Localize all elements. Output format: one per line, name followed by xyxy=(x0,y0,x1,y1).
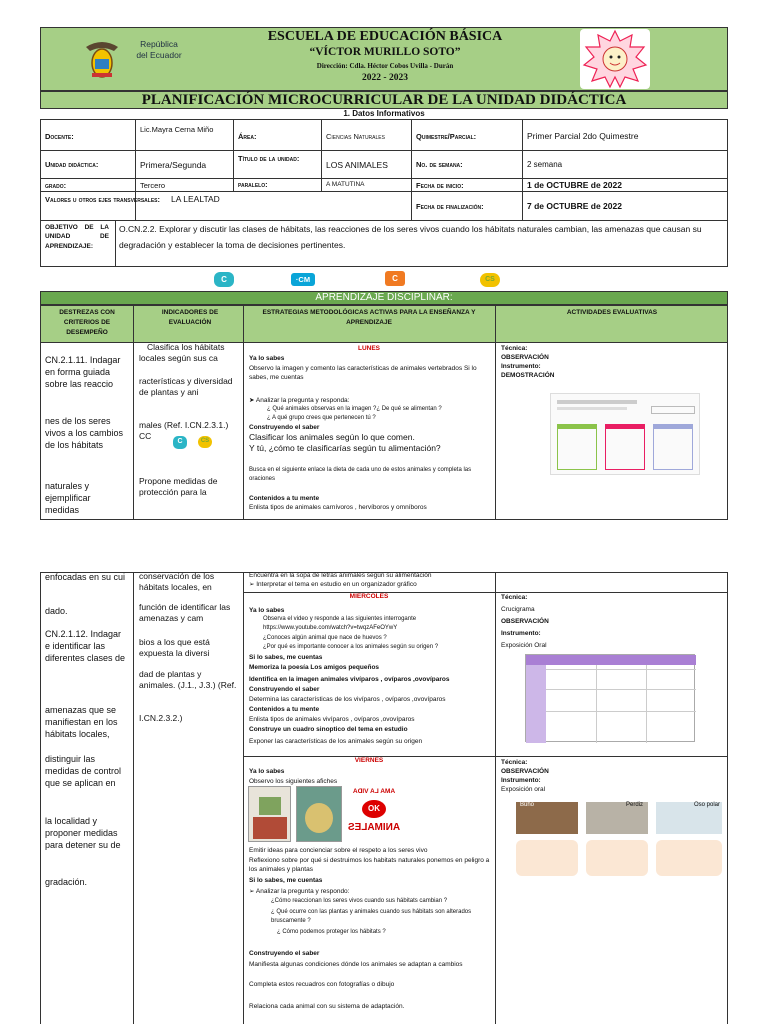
act3-instrumento-label: Instrumento: xyxy=(501,777,541,784)
indicador-1a: Clasifica los hábitats locales según sus ca xyxy=(139,342,225,364)
school-name: “VÍCTOR MURILLO SOTO” xyxy=(309,46,461,58)
owl-label: Búho xyxy=(520,802,535,808)
mier-m3[interactable]: https://www.youtube.com/watch?v=twqzAFeOYwY xyxy=(263,625,398,631)
school-address: Dirección: Cdla. Héctor Cobos Uvilla - Durán xyxy=(316,62,454,70)
vier-v2: Observo los siguientes afiches xyxy=(249,778,338,785)
act1-instrumento-label: Instrumento: xyxy=(501,363,541,370)
lunes-l7: Clasificar los animales según lo que comen. xyxy=(249,432,415,442)
lunes-l4: ¿ Qué animales observas en la imagen ?¿ De qué se alimentan ? xyxy=(267,406,442,412)
semana-value: 2 semana xyxy=(527,160,563,169)
mier-m2: Observa el video y responde a las siguientes interrogante xyxy=(263,616,417,622)
act2-tecnica-label: Técnica: xyxy=(501,594,528,601)
act3-instrumento: Exposición oral xyxy=(501,786,546,793)
act2-tecnica: Crucigrama xyxy=(501,606,535,613)
header-actividades: ACTIVIDADES EVALUATIVAS xyxy=(566,309,658,316)
vier-v8: ¿ Qué ocurre con las plantas y animales cuando sus hábitats son alterados bruscamente ? xyxy=(271,909,472,924)
indicador-1c: males (Ref. I.CN.2.3.1.) CC xyxy=(139,420,229,442)
quimestre-value: Primer Parcial 2do Quimestre xyxy=(527,131,639,141)
indicador-2e: I.CN.2.3.2.) xyxy=(139,713,183,723)
lunes-l10: Contenidos a tu mente xyxy=(249,495,320,502)
grado-label: grado: xyxy=(45,181,67,190)
school-year: 2022 - 2023 xyxy=(362,73,408,83)
vier-v5: Si lo sabes, me cuentas xyxy=(249,877,323,884)
adaptation-image xyxy=(514,802,726,882)
worksheet-image xyxy=(550,393,700,475)
c-icon: C xyxy=(214,272,234,287)
vier-v7: ¿Cómo reaccionan los seres vivos cuando sus hábitats cambian ? xyxy=(271,898,448,904)
header-indicadores: INDICADORES DE EVALUACIÓN xyxy=(161,309,219,326)
header-estrategias: ESTRATEGIAS METODOLÓGICAS ACTIVAS PARA LA ENSEÑANZA Y APRENDIZAJE xyxy=(262,309,476,326)
inicio-value: 1 de OCTUBRE de 2022 xyxy=(527,180,622,190)
chart-sinoptico-image xyxy=(525,654,695,742)
destreza-2e: distinguir las medidas de control que se aplican en xyxy=(45,754,122,789)
lunes-l9: Busca en el siguiente enlace la dieta de cada uno de estos animales y completa las oraciones xyxy=(249,467,472,482)
vier-v4: Reflexiono sobre por qué si destruimos los habitats naturales ponemos en peligro a los animales y plantas xyxy=(249,857,490,874)
mier-m10: Determina las características de los vivíparos , ovíparos ,ovovíparos xyxy=(249,696,446,703)
indicador-1b: racterísticas y diversidad de plantas y ani xyxy=(139,376,233,398)
vier-v13: Relaciona cada animal con su sistema de adaptación. xyxy=(249,1003,405,1010)
vier-v3: Emitir ideas para concienciar sobre el respeto a los seres vivo xyxy=(249,847,428,854)
partridge-label: Perdiz xyxy=(626,802,644,808)
vier-v12: Completa estos recuadros con fotografías o dibujo xyxy=(249,981,395,988)
day-miercoles: MIERCOLES xyxy=(349,593,389,600)
unidad-label: Unidad didáctica: xyxy=(45,160,99,169)
indicador-1d: Propone medidas de protección para la xyxy=(139,476,218,498)
act2-instrumento-label: Instrumento: xyxy=(501,630,541,637)
mier-m1: Ya lo sabes xyxy=(249,607,285,614)
paralelo-value: A MATUTINA xyxy=(326,181,365,188)
mier-m14: Exponer las características de los animales según su origen xyxy=(249,738,423,745)
quimestre-label: Quimestre/Parcial: xyxy=(416,132,477,141)
vier-v1: Ya lo sabes xyxy=(249,768,285,775)
docente-label: Docente: xyxy=(45,132,74,141)
destreza-2b: dado. xyxy=(45,606,68,616)
lunes-l5: ¿ A qué grupo crees que pertenecen tú ? xyxy=(267,415,376,421)
act3-tecnica-label: Técnica: xyxy=(501,759,528,766)
aprendizaje-title: APRENDIZAJE DISCIPLINAR: xyxy=(40,291,728,305)
vier-v10: Construyendo el saber xyxy=(249,950,320,957)
grado-value: Tercero xyxy=(140,181,166,190)
polar-bear-label: Oso polar xyxy=(694,802,721,808)
indicador-2c: bios a los que está expuesta la diversi xyxy=(139,637,210,659)
indicador-2b: función de identificar las amenazas y cam xyxy=(139,602,231,624)
destreza-1a: CN.2.1.11. Indagar en forma guiada sobre las reaccio xyxy=(45,355,121,390)
docente-value: Lic.Mayra Cerna Miño xyxy=(140,125,214,134)
area-label: Área: xyxy=(238,132,257,141)
mier-m11: Contenidos a tu mente xyxy=(249,706,320,713)
objetivo-label: OBJETIVO DE LA UNIDAD DE APRENDIZAJE: xyxy=(45,224,109,250)
vier-v9: ¿ Cómo podemos proteger los hábitats ? xyxy=(277,929,386,935)
lunes-l6: Construyendo el saber xyxy=(249,424,320,431)
plan-title: PLANIFICACIÓN MICROCURRICULAR DE LA UNIDAD DIDÁCTICA xyxy=(40,91,728,109)
ok-badge: OK xyxy=(362,800,386,818)
section-datos: 1. Datos Informativos xyxy=(343,109,425,118)
destreza-1b: nes de los seres vivos a los cambios de los hábitats xyxy=(45,416,124,451)
mier-m5: ¿Por qué es importante conocer a los animales según su origen ? xyxy=(263,644,439,650)
mier-m6: Si lo sabes, me cuentas xyxy=(249,654,323,661)
cm-icon: ·CM xyxy=(291,273,315,286)
destreza-1c: naturales y ejemplificar medidas xyxy=(45,481,91,516)
act3-tecnica: OBSERVACIÓN xyxy=(501,768,549,775)
p2-top-a: Encuentra en la sopa de letras animales según su alimentación xyxy=(249,572,432,579)
valores-value: LA LEALTAD xyxy=(171,194,220,204)
destreza-2f: la localidad y proponer medidas para detener su de xyxy=(45,816,121,851)
lunes-l2: Observo la imagen y comento las características de animales vertebrados Si lo sabes, me cuentas xyxy=(249,365,477,382)
lunes-l11: Enlista tipos de animales carnívoros , hervíboros y omníboros xyxy=(249,504,427,511)
c-small-icon: C xyxy=(173,436,187,449)
valores-label: Valores u otros ejes transversales: xyxy=(45,195,161,204)
titulo-value: LOS ANIMALES xyxy=(326,160,388,170)
pc-icon: C xyxy=(385,271,405,286)
indicador-2a: conservación de los hábitats locales, en xyxy=(139,571,215,593)
page-1 xyxy=(40,27,728,519)
paralelo-label: paralelo: xyxy=(238,180,268,189)
vier-v6: ➢ Analizar la pregunta y respondo: xyxy=(249,888,350,895)
p2-top-b: ➢ Interpretar el tema en estudio en un organizador gráfico xyxy=(249,581,417,588)
act1-tecnica: OBSERVACIÓN xyxy=(501,354,549,361)
lunes-l8: Y tú, ¿cómo te clasificarías según tu alimentación? xyxy=(249,443,441,453)
cs-small-icon: CS xyxy=(198,436,212,448)
poster-3-title: ANIMALES xyxy=(347,822,401,833)
indicador-2d: dad de plantas y animales. (J.1., J.3.) (Ref. xyxy=(139,669,237,691)
cs-icon: CS xyxy=(480,273,500,287)
country-name: República del Ecuador xyxy=(136,39,182,60)
lunes-l3: ➤ Analizar la pregunta y responda: xyxy=(249,397,350,404)
mier-m4: ¿Conoces algún animal que nace de huevos ? xyxy=(263,635,387,641)
destreza-2a: enfocadas en su cui xyxy=(45,572,126,582)
poster-1-image xyxy=(248,786,291,842)
fin-value: 7 de OCTUBRE de 2022 xyxy=(527,201,622,211)
objetivo-value: O.CN.2.2. Explorar y discutir las clases de hábitats, las reacciones de los seres vivos cuando los hábitats naturales cambian, las amenazas que causan su degradación y establecer la toma de decisiones pertinentes. xyxy=(119,224,702,251)
poster-3-tagline: AMA LA VIDA xyxy=(352,788,396,795)
ecuador-shield-icon xyxy=(80,37,124,81)
mier-m12: Enlista tipos de animales vivíparos , ovíparos ,ovovíparos xyxy=(249,716,415,723)
mier-m13: Construye un cuadro sinoptico del tema en estudio xyxy=(249,726,408,733)
school-title: ESCUELA DE EDUCACIÓN BÁSICA xyxy=(267,29,503,44)
destreza-2d: amenazas que se manifiestan en los hábitats locales, xyxy=(45,705,118,740)
act1-instrumento: DEMOSTRACIÓN xyxy=(501,372,555,379)
page-2 xyxy=(40,572,728,1024)
destreza-2c: CN.2.1.12. Indagar e identificar las diferentes clases de xyxy=(45,629,126,664)
semana-label: No. de semana: xyxy=(416,160,463,169)
act2-instrumento: Exposición Oral xyxy=(501,642,547,649)
area-value: Ciencias Naturales xyxy=(326,132,385,141)
inicio-label: Fecha de inicio: xyxy=(416,181,464,190)
lunes-l1: Ya lo sabes xyxy=(249,355,285,362)
act2-obs: OBSERVACIÓN xyxy=(501,618,549,625)
mier-m7: Memoriza la poesía Los amigos pequeños xyxy=(249,664,380,671)
poster-3-image xyxy=(346,786,402,844)
destreza-2g: gradación. xyxy=(45,877,88,887)
titulo-label: Título de la unidad: xyxy=(238,154,300,163)
school-logo xyxy=(580,29,650,89)
header-destrezas: DESTREZAS CON CRITERIOS DE DESEMPEÑO xyxy=(59,309,115,336)
vier-v11: Manifiesta algunas condiciones dónde los animales se adaptan a cambios xyxy=(249,961,463,968)
fin-label: Fecha de finalización: xyxy=(416,202,484,211)
mier-m9: Construyendo el saber xyxy=(249,686,320,693)
mier-m8: Identifica en la imagen animales vivíparos , ovíparos ,ovovíparos xyxy=(249,676,450,683)
act1-tecnica-label: Técnica: xyxy=(501,345,528,352)
unidad-value: Primera/Segunda xyxy=(140,160,207,170)
day-lunes: LUNES xyxy=(357,345,381,352)
day-viernes: VIERNES xyxy=(354,757,384,764)
poster-2-image xyxy=(296,786,342,842)
